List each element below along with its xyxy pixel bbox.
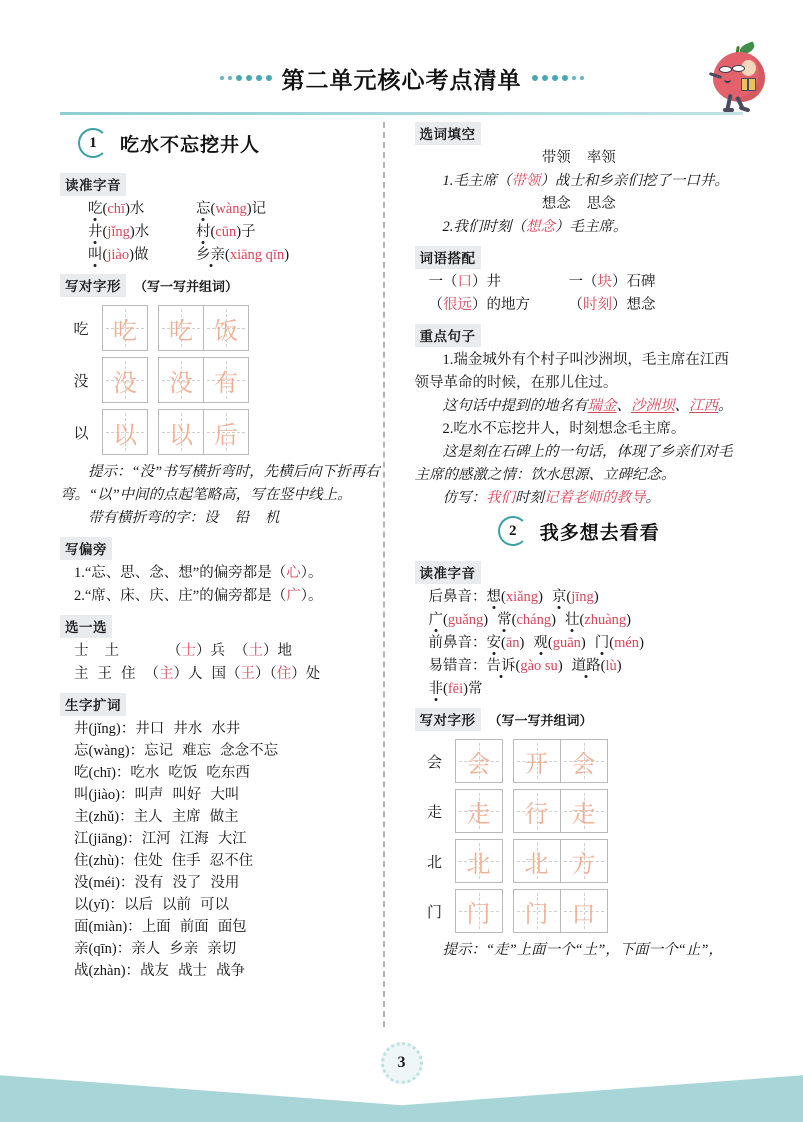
coll-post: ）的地方 xyxy=(472,297,530,313)
section-key-sentences: 重点句子 xyxy=(415,324,481,347)
answer: 广 xyxy=(286,588,301,604)
pronunciation-line: 易错音：告诉(gào su) 道路(lù) xyxy=(428,658,622,674)
grid-row-label: 门 xyxy=(426,902,442,921)
collocation-row xyxy=(429,271,744,294)
vocab-word: 战争 xyxy=(216,963,246,979)
han-char: 叫 xyxy=(88,247,103,263)
vocab-word: 江河 xyxy=(141,831,171,847)
vocab-char: 忘 xyxy=(74,743,89,759)
practice-char: 走 xyxy=(571,799,596,828)
han-tail: 常 xyxy=(467,681,483,697)
sentence-after: ）毛主席。 xyxy=(554,219,628,235)
han-tail: 水 xyxy=(129,201,145,217)
vocab-list xyxy=(60,718,389,982)
han-char: 壮 xyxy=(564,612,580,628)
key-sentence xyxy=(415,418,744,441)
vocab-word: 江海 xyxy=(179,831,209,847)
item-tail: ）。 xyxy=(300,588,323,604)
pinyin: fēi xyxy=(447,681,464,697)
extra-char: 机 xyxy=(265,510,280,526)
vocab-word: 井口 xyxy=(135,721,165,737)
section-pronunciation-2: 读准字音 xyxy=(415,561,481,584)
vocab-word: 亲人 xyxy=(131,941,161,957)
han-char: 道路 xyxy=(571,658,601,674)
key-sentence xyxy=(415,349,744,395)
key-sentence-note: 这是刻在石碑上的一句话，体现了乡亲们对毛主席的感激之情：饮水思源、立碑纪念。 xyxy=(414,444,733,483)
pinyin: wàng xyxy=(215,201,247,217)
vocab-word: 主人 xyxy=(133,809,163,825)
vocab-item: 叫(jiào)：叫声 叫好 大叫 xyxy=(74,787,240,803)
answer: 士 xyxy=(181,643,196,659)
pronunciation-row: 吃(chī)水 忘(wàng)记 xyxy=(88,201,267,217)
right-dot-ornament xyxy=(532,75,584,81)
vocab-pinyin: jiào xyxy=(93,787,116,803)
vocab-char: 吃 xyxy=(74,765,89,781)
answer: 块 xyxy=(597,274,612,290)
vocab-pinyin: méi xyxy=(93,875,116,891)
vocab-word: 难忘 xyxy=(182,743,212,759)
answer: 土 xyxy=(248,643,263,659)
vocab-word: 叫声 xyxy=(134,787,164,803)
pronunciation-line: 广(guǎng) 常(cháng) 壮(zhuàng) xyxy=(428,612,631,628)
vocab-word: 住处 xyxy=(133,853,163,869)
han-char: 告诉 xyxy=(486,658,516,674)
extra-char: 设 xyxy=(204,510,219,526)
vocab-word: 水井 xyxy=(211,721,241,737)
han-char: 乡亲 xyxy=(196,247,225,263)
grid-row-label: 走 xyxy=(426,802,442,821)
section-choose: 选一选 xyxy=(60,615,112,638)
han-char: 广 xyxy=(428,612,443,628)
fill-in-sentence xyxy=(415,170,744,193)
answer: 我们 xyxy=(486,490,515,506)
choose-row: 士 土 （士）兵 （土）地 xyxy=(74,643,292,659)
vocab-word: 战友 xyxy=(140,963,170,979)
option: 土 xyxy=(104,643,119,659)
apple-mascot-icon xyxy=(705,38,775,110)
grid-row-label: 没 xyxy=(73,371,89,390)
pronunciation-row: 叫(jiào)做 乡亲(xiāng qīn) xyxy=(88,247,290,263)
vocab-word: 没用 xyxy=(210,875,240,891)
answer: 沙洲坝 xyxy=(631,398,675,414)
section-fill-in: 选词填空 xyxy=(415,122,481,145)
word-cell-box xyxy=(158,357,249,403)
practice-char: 开 xyxy=(524,749,549,778)
page-number-badge: 3 xyxy=(381,1042,423,1084)
single-cell-box xyxy=(455,739,503,783)
vocab-pinyin: miàn xyxy=(93,919,123,935)
fill-in-options xyxy=(415,193,744,216)
vocab-item: 井(jǐng)：井口 井水 水井 xyxy=(74,721,241,737)
sentence-text: 吃水不忘挖井人，时刻想念毛主席。 xyxy=(453,421,686,437)
grid-row-label: 北 xyxy=(426,852,442,871)
answer: 瑞金 xyxy=(587,398,617,414)
option: 思念 xyxy=(586,196,616,212)
choose-row: 主 王 住 （主）人 国（王）（住）处 xyxy=(74,666,321,682)
pron-label: 易错音： xyxy=(428,658,487,674)
vocab-char: 以 xyxy=(74,897,89,913)
coll-post: ）石碑 xyxy=(612,274,656,290)
vocab-item: 主(zhǔ)：主人 主席 做主 xyxy=(74,809,239,825)
vocab-char: 亲 xyxy=(74,941,89,957)
vocab-item: 忘(wàng)：忘记 难忘 念念不忘 xyxy=(74,743,279,759)
lesson-2-heading xyxy=(415,516,744,546)
note-pre: 这句话中提到的地名有 xyxy=(442,398,588,414)
vocab-item: 面(miàn)：上面 前面 面包 xyxy=(74,919,247,935)
practice-char: 没 xyxy=(169,368,193,397)
answer: 很远 xyxy=(443,297,472,313)
word-cell-box xyxy=(513,789,608,833)
option: 带领 xyxy=(541,150,571,166)
answer: 时刻 xyxy=(583,297,612,313)
han-char: 京 xyxy=(551,589,567,605)
practice-char: 门 xyxy=(466,899,491,928)
han-char: 想 xyxy=(486,589,501,605)
radical-item xyxy=(74,562,389,585)
grid-row-label: 吃 xyxy=(73,319,89,338)
single-cell-box xyxy=(102,409,148,455)
header-divider-rule xyxy=(60,112,743,115)
han-char: 非 xyxy=(428,681,443,697)
coll-pre: （ xyxy=(428,297,443,313)
vocab-word: 井水 xyxy=(173,721,203,737)
pronunciation-line: 非(fēi)常 xyxy=(428,681,483,697)
vocab-item: 亲(qīn)：亲人 乡亲 亲切 xyxy=(74,941,237,957)
extra-chars-line xyxy=(60,507,389,530)
sentence-text: 瑞金城外有个村子叫沙洲坝，毛主席在江西领导革命的时候，在那儿住过。 xyxy=(414,352,729,391)
grid-row xyxy=(415,839,744,883)
pron-label: 后鼻音： xyxy=(428,589,487,605)
vocab-word: 叫好 xyxy=(172,787,202,803)
lesson-1-heading xyxy=(78,128,389,158)
vocab-word: 面包 xyxy=(217,919,247,935)
coll-pre: 一（ xyxy=(428,274,458,290)
option: 住 xyxy=(121,666,136,682)
vocab-pinyin: zhàn xyxy=(93,963,121,979)
answer: 王 xyxy=(240,666,255,682)
practice-char: 以 xyxy=(113,420,137,449)
vocab-char: 江 xyxy=(74,831,89,847)
left-column xyxy=(60,122,399,1022)
item-tail: ）。 xyxy=(300,565,323,581)
vocab-word: 大江 xyxy=(217,831,247,847)
fill-in-group xyxy=(415,147,744,239)
vocab-pinyin: jǐng xyxy=(93,721,116,737)
grid-row-label: 会 xyxy=(426,752,442,771)
coll-pre: （ xyxy=(568,297,583,313)
vocab-item: 住(zhù)：住处 住手 忍不住 xyxy=(74,853,254,869)
imitate-mid: 时刻 xyxy=(515,490,544,506)
pinyin: zhuàng xyxy=(584,612,627,628)
imitation-line xyxy=(415,487,744,510)
han-char: 井 xyxy=(88,224,103,240)
section-radical: 写偏旁 xyxy=(60,537,112,560)
han-tail: 记 xyxy=(251,201,267,217)
han-char: 观 xyxy=(533,635,548,651)
word-cell-box xyxy=(158,305,249,351)
single-cell-box xyxy=(455,789,503,833)
word-tail: 处 xyxy=(305,666,321,682)
word-cell-box xyxy=(513,839,608,883)
vocab-pinyin: jiāng xyxy=(93,831,123,847)
vocab-word: 吃东西 xyxy=(206,765,250,781)
answer: 心 xyxy=(286,565,301,581)
han-tail: 水 xyxy=(134,224,150,240)
single-cell-box xyxy=(455,839,503,883)
grid-row xyxy=(60,357,389,403)
fill-in-sentence xyxy=(415,216,744,239)
imitate-label: 仿写： xyxy=(442,490,486,506)
word-cell-box xyxy=(158,409,249,455)
pinyin: jīng xyxy=(571,589,594,605)
vocab-pinyin: chī xyxy=(93,765,112,781)
section-pronunciation: 读准字音 xyxy=(60,173,126,196)
answer: 口 xyxy=(457,274,472,290)
section-writing-sub-2: （写一写并组词） xyxy=(488,714,593,729)
han-char: 常 xyxy=(497,612,512,628)
pinyin: gào su xyxy=(520,658,558,674)
writing-tip-2: 提示：“走”上面一个“土”，下面一个“止”， xyxy=(442,942,723,958)
pronunciation-line: 后鼻音：想(xiǎng) 京(jīng) xyxy=(428,589,599,605)
practice-char: 吃 xyxy=(169,316,193,345)
han-char: 安 xyxy=(486,635,501,651)
han-tail: 做 xyxy=(133,247,149,263)
page-footer xyxy=(0,1044,803,1122)
practice-char: 方 xyxy=(571,849,596,878)
char-practice-grid xyxy=(60,305,389,455)
vocab-word: 吃饭 xyxy=(168,765,198,781)
grid-row xyxy=(415,739,744,783)
vocab-word: 忘记 xyxy=(144,743,174,759)
word-pre: 国 xyxy=(211,666,226,682)
radical-item xyxy=(74,585,389,608)
practice-char: 北 xyxy=(524,849,549,878)
vocab-word: 没了 xyxy=(172,875,202,891)
vocab-word: 大叫 xyxy=(210,787,240,803)
item-number: 1. xyxy=(442,173,454,189)
pinyin: guān xyxy=(552,635,581,651)
answer: 江西 xyxy=(689,398,718,414)
option: 想念 xyxy=(541,196,571,212)
char-practice-grid-2 xyxy=(415,739,744,933)
pronunciation-list xyxy=(60,198,389,267)
practice-char: 行 xyxy=(524,799,549,828)
section-writing-2: 写对字形 xyxy=(415,708,481,731)
coll-post: ）井 xyxy=(472,274,501,290)
lesson-number-badge: 2 xyxy=(498,516,528,546)
key-sentence-note: 这句话中提到的地名有瑞金、沙洲坝、江西。 xyxy=(442,398,733,414)
pinyin: jǐng xyxy=(107,224,130,240)
han-char: 忘 xyxy=(196,201,211,217)
vocab-pinyin: wàng xyxy=(93,743,125,759)
vocab-word: 忍不住 xyxy=(209,853,254,869)
vocab-word: 上面 xyxy=(141,919,171,935)
item-number: 2. xyxy=(74,588,85,604)
pinyin: xiāng qīn xyxy=(229,247,285,263)
grid-row xyxy=(60,409,389,455)
practice-char: 没 xyxy=(113,368,137,397)
pinyin: lù xyxy=(605,658,617,674)
vocab-word: 主席 xyxy=(171,809,201,825)
pinyin: xiǎng xyxy=(505,589,539,605)
vocab-word: 以前 xyxy=(161,897,191,913)
fill-in-options xyxy=(415,147,744,170)
pinyin: cūn xyxy=(215,224,237,240)
answer: 想念 xyxy=(525,219,555,235)
grid-row-label: 以 xyxy=(73,423,89,442)
lesson-title: 吃水不忘挖井人 xyxy=(120,133,261,156)
vocab-pinyin: qīn xyxy=(93,941,112,957)
han-char: 村 xyxy=(196,224,211,240)
answer: 记着老师的教导 xyxy=(544,490,646,506)
practice-char: 走 xyxy=(466,799,491,828)
answer: 住 xyxy=(276,666,292,682)
han-char: 吃 xyxy=(88,201,103,217)
word-cell-box xyxy=(513,889,608,933)
extra-char: 铅 xyxy=(234,510,249,526)
pinyin: chī xyxy=(107,201,126,217)
writing-tip: 提示：“没”书写横折弯时，先横后向下折再右弯。“以”中间的点起笔略高，写在竖中线上。 xyxy=(60,464,380,503)
vocab-pinyin: yǐ xyxy=(93,897,105,913)
vocab-word: 吃水 xyxy=(130,765,160,781)
vocab-word: 没有 xyxy=(134,875,164,891)
pinyin: ān xyxy=(505,635,520,651)
practice-char: 有 xyxy=(214,368,238,397)
coll-post: ）想念 xyxy=(612,297,656,313)
vocab-char: 没 xyxy=(74,875,89,891)
section-collocation: 词语搭配 xyxy=(415,246,481,269)
item-number: 1. xyxy=(74,565,85,581)
vocab-char: 主 xyxy=(74,809,89,825)
vocab-word: 做主 xyxy=(209,809,239,825)
word-cell-box xyxy=(513,739,608,783)
coll-pre: 一（ xyxy=(568,274,598,290)
page-title: 第二单元核心考点清单 xyxy=(281,66,522,94)
item-number: 1. xyxy=(442,352,454,368)
lesson-title: 我多想去看看 xyxy=(539,521,660,544)
vocab-word: 战士 xyxy=(178,963,208,979)
pronunciation-line: 前鼻音：安(ān) 观(guān) 门(mén) xyxy=(428,635,644,651)
item-number: 2. xyxy=(442,421,454,437)
vocab-word: 以后 xyxy=(123,897,153,913)
imitate-end: 。 xyxy=(645,490,660,506)
option: 士 xyxy=(74,643,89,659)
single-cell-box xyxy=(102,305,148,351)
vocab-item: 江(jiāng)：江河 江海 大江 xyxy=(74,831,247,847)
option: 主 xyxy=(74,666,89,682)
vocab-item: 以(yǐ)：以后 以前 可以 xyxy=(74,897,229,913)
pinyin: mén xyxy=(614,635,640,651)
vocab-word: 念念不忘 xyxy=(220,743,279,759)
vocab-item: 吃(chī)：吃水 吃饭 吃东西 xyxy=(74,765,250,781)
grid-row xyxy=(60,305,389,351)
answer: 带领 xyxy=(511,173,541,189)
han-tail: 子 xyxy=(241,224,256,240)
practice-char: 门 xyxy=(524,899,549,928)
word-tail: 地 xyxy=(277,643,292,659)
key-sentence-list xyxy=(415,349,744,510)
vocab-item: 战(zhàn)：战友 战士 战争 xyxy=(74,963,246,979)
collocation-row xyxy=(429,294,744,317)
option: 王 xyxy=(97,666,112,682)
choose-list xyxy=(60,640,389,686)
vocab-char: 叫 xyxy=(74,787,89,803)
single-cell-box xyxy=(455,889,503,933)
grid-row xyxy=(415,789,744,833)
pinyin: guǎng xyxy=(447,612,484,628)
vocab-char: 面 xyxy=(74,919,89,935)
vocab-char: 井 xyxy=(74,721,89,737)
practice-char: 会 xyxy=(466,749,491,778)
pronunciation-list-2 xyxy=(415,586,744,701)
sentence-after: ）战士和乡亲们挖了一口井。 xyxy=(540,173,729,189)
pron-label: 前鼻音： xyxy=(428,635,487,651)
vocab-word: 乡亲 xyxy=(169,941,199,957)
item-text: “席、床、庆、庄”的偏旁都是（ xyxy=(84,588,287,604)
right-column xyxy=(399,122,744,1022)
vocab-char: 住 xyxy=(74,853,89,869)
vocab-item: 没(méi)：没有 没了 没用 xyxy=(74,875,240,891)
practice-char: 口 xyxy=(571,899,596,928)
practice-char: 以 xyxy=(169,420,193,449)
word-tail: 兵 xyxy=(210,643,225,659)
vocab-pinyin: zhù xyxy=(93,853,115,869)
practice-char: 饭 xyxy=(214,316,238,345)
pronunciation-row: 井(jǐng)水 村(cūn)子 xyxy=(88,224,256,240)
single-cell-box xyxy=(102,357,148,403)
radical-list xyxy=(60,562,389,608)
vocab-word: 前面 xyxy=(179,919,209,935)
item-number: 2. xyxy=(442,219,454,235)
vocab-word: 亲切 xyxy=(207,941,237,957)
lesson-number-badge: 1 xyxy=(78,128,108,158)
practice-char: 会 xyxy=(571,749,596,778)
pinyin: cháng xyxy=(516,612,552,628)
item-text: “忘、思、念、想”的偏旁都是（ xyxy=(84,565,287,581)
practice-char: 后 xyxy=(214,420,238,449)
section-vocab: 生字扩词 xyxy=(60,693,126,716)
page-header xyxy=(0,52,803,104)
practice-char: 吃 xyxy=(113,316,137,345)
han-char: 门 xyxy=(594,635,610,651)
section-writing-sub: （写一写并组词） xyxy=(134,280,239,295)
option: 率领 xyxy=(586,150,616,166)
extra-chars-label: 带有横折弯的字： xyxy=(88,510,204,526)
practice-char: 北 xyxy=(466,849,491,878)
sentence-before: 我们时刻（ xyxy=(453,219,526,235)
answer: 主 xyxy=(159,666,174,682)
vocab-word: 住手 xyxy=(171,853,201,869)
vocab-word: 可以 xyxy=(199,897,229,913)
section-writing: 写对字形 xyxy=(60,274,126,297)
collocation-list xyxy=(415,271,744,317)
left-dot-ornament xyxy=(220,75,272,81)
vocab-char: 战 xyxy=(74,963,89,979)
word-tail: 人 xyxy=(188,666,203,682)
grid-row xyxy=(415,889,744,933)
sentence-before: 毛主席（ xyxy=(453,173,512,189)
pinyin: jiào xyxy=(107,247,130,263)
vocab-pinyin: zhǔ xyxy=(93,809,115,825)
note-post: 。 xyxy=(718,398,733,414)
